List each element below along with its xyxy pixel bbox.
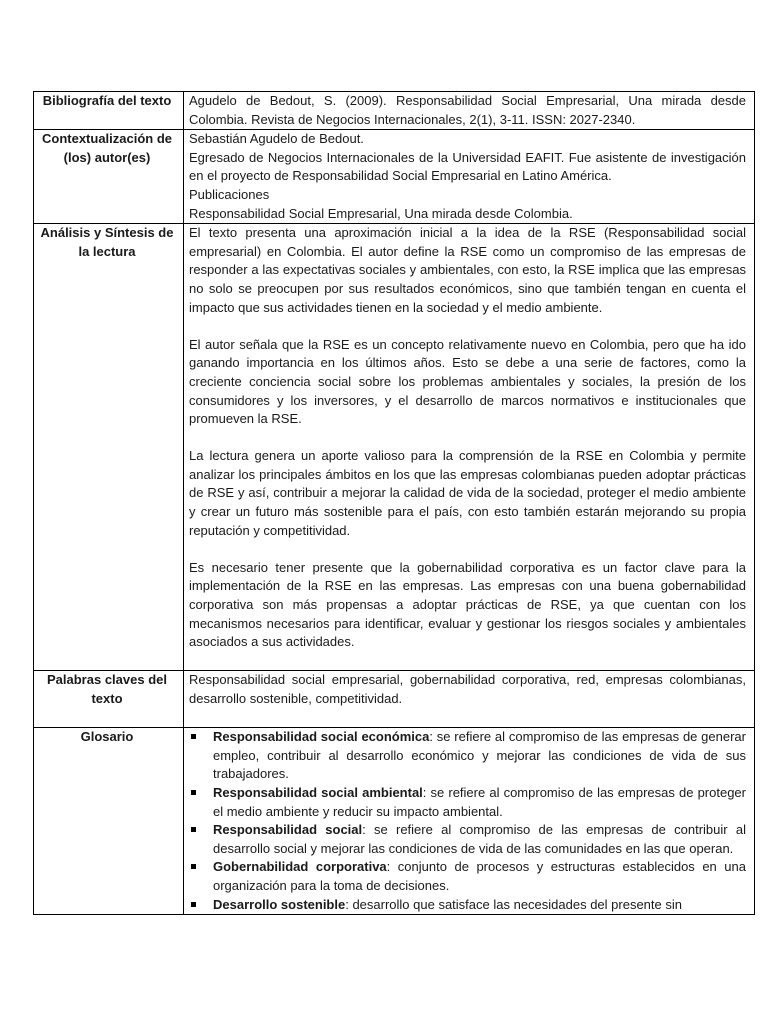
analisis-cell — [184, 224, 755, 671]
bibliografia-text: Agudelo de Bedout, S. (2009). Responsabilidad Social Empresarial, Una mirada desde Colombia. Revista de Negocios Internacionales, 2(1), 3-11. ISSN: 2027-2340. — [184, 92, 755, 130]
table-row — [34, 92, 755, 130]
table-row — [34, 671, 755, 728]
list-item — [189, 784, 746, 821]
author-name: Sebastián Agudelo de Bedout. — [189, 131, 364, 147]
glossary-definition: : desarrollo que satisface las necesidades del presente sin — [345, 896, 682, 912]
analisis-paragraph-2: El autor señala que la RSE es un concepto relativamente nuevo en Colombia, pero que ha ido ganando importancia en los últimos años. Esto se debe a una serie de factores, como la creciente conciencia social sobre los problemas ambientales y sociales, la presión de los consumidores y los inversores, y el desarrollo de marcos normativos e institucionales que promueven la RSE. — [189, 336, 746, 427]
keywords-text: Responsabilidad social empresarial, gobernabilidad corporativa, red, empresas colombianas, desarrollo sostenible, competitividad. — [189, 672, 746, 706]
bullet-square-icon — [191, 790, 196, 795]
analisis-paragraph-4: Es necesario tener presente que la gobernabilidad corporativa es un factor clave para la implementación de la RSE en las empresas. Las empresas con una buena gobernabilidad corporativa son más propensas a adoptar prácticas de RSE, ya que cuentan con los mecanismos necesarios para identificar, evaluar y gestionar los riesgos sociales y ambientales asociados a sus actividades. — [189, 559, 746, 650]
row-label-analisis: Análisis y Síntesis de la lectura — [34, 224, 184, 671]
glosario-cell — [184, 728, 755, 914]
list-item — [189, 728, 746, 784]
glossary-term: Responsabilidad social — [213, 822, 363, 838]
glossary-definition: : se refiere al compromiso de las empresas de proteger el medio ambiente y reducir su impacto ambiental. — [213, 784, 746, 819]
row-label-palabras: Palabras claves del texto — [34, 671, 184, 728]
row-label-bibliografia: Bibliografía del texto — [34, 92, 184, 130]
glossary-definition: : se refiere al compromiso de las empresas de generar empleo, contribuir al desarrollo económico y mejorar las condiciones de vida de sus trabajadores. — [213, 729, 746, 782]
table-row — [34, 224, 755, 671]
bullet-square-icon — [191, 827, 196, 832]
table-row — [34, 728, 755, 914]
author-bio: Egresado de Negocios Internacionales de la Universidad EAFIT. Fue asistente de investigación en el proyecto de Responsabilidad Social Empresarial en Latino América. — [189, 149, 746, 184]
analisis-paragraph-3: La lectura genera un aporte valioso para la comprensión de la RSE en Colombia y permite analizar los principales ámbitos en los que las empresas colombianas pueden adoptar prácticas de RSE y así, contribuir a mejorar la calidad de vida de la sociedad, proteger el medio ambiente y crear un futuro más sostenible para el país, con esto también estarán mejorando su propia reputación y competitividad. — [189, 448, 746, 538]
bullet-square-icon — [191, 902, 196, 907]
publication-title: Responsabilidad Social Empresarial, Una mirada desde Colombia. — [189, 205, 573, 221]
glossary-term: Responsabilidad social económica — [213, 729, 430, 745]
glossary-definition: : se refiere al compromiso de las empresas de contribuir al desarrollo social y mejorar las condiciones de vida de las comunidades en las que operan. — [213, 822, 746, 856]
list-item — [189, 821, 746, 858]
glossary-term: Responsabilidad social ambiental — [213, 784, 423, 800]
publications-heading: Publicaciones — [189, 186, 270, 202]
palabras-cell — [184, 671, 755, 728]
table-row — [34, 130, 755, 224]
glossary-term: Desarrollo sostenible — [213, 896, 346, 912]
bullet-square-icon — [191, 864, 196, 869]
bullet-square-icon — [191, 734, 196, 739]
document-table — [33, 91, 755, 915]
glossary-definition: : conjunto de procesos y estructuras establecidos en una organización para la toma de decisiones. — [213, 859, 746, 893]
row-label-glosario: Glosario — [34, 728, 184, 914]
row-label-contexto: Contextualización de (los) autor(es) — [34, 130, 184, 224]
glossary-term: Gobernabilidad corporativa — [213, 859, 387, 875]
analisis-paragraph-1: El texto presenta una aproximación inicial a la idea de la RSE (Responsabilidad social empresarial) en Colombia. El autor define la RSE como un compromiso de las empresas de responder a las expectativas sociales y ambientales, con esto, la RSE implica que las empresas no solo se preocupen por sus resultados económicos, sino que también tengan en cuenta el impacto que sus actividades tienen en la sociedad y el medio ambiente. — [189, 225, 746, 315]
contexto-cell — [184, 130, 755, 224]
list-item — [189, 896, 746, 914]
list-item — [189, 858, 746, 895]
glossary-list — [189, 728, 746, 913]
